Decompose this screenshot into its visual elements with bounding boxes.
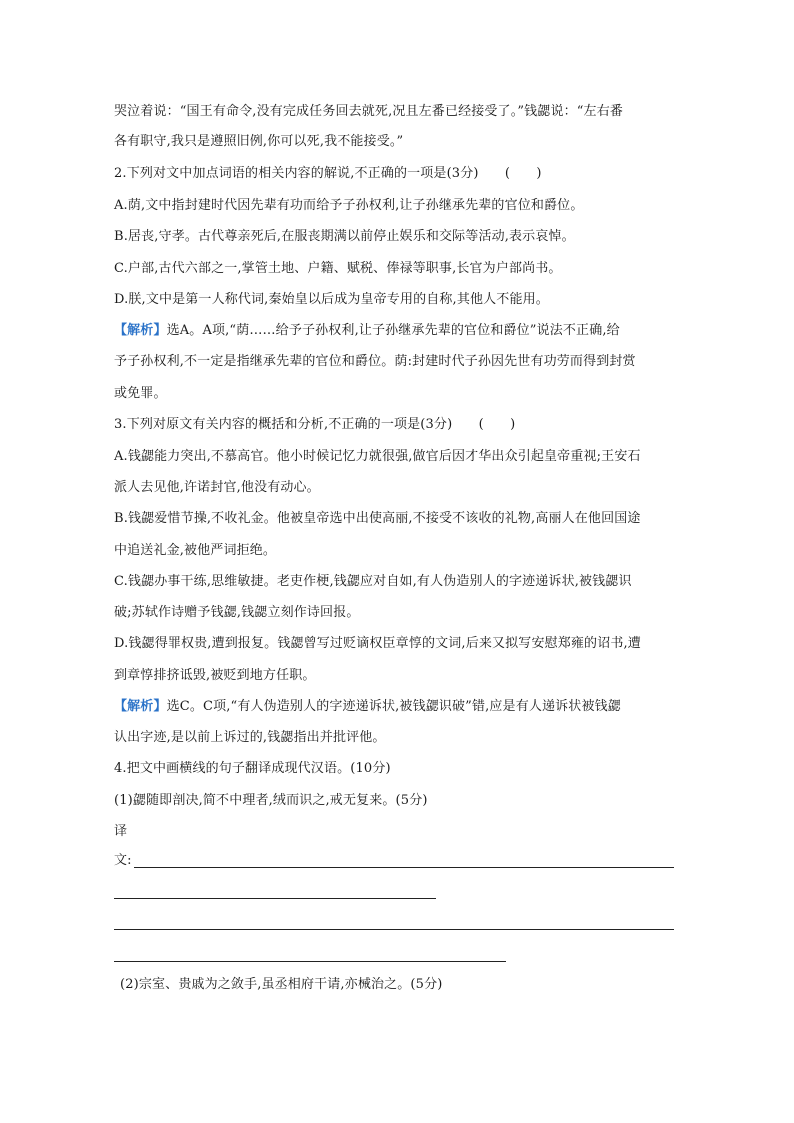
- translation-label-top: 译: [114, 824, 128, 839]
- option-c: C.户部,古代六部之一,掌管土地、户籍、赋税、俸禄等职事,长官为户部尚书。: [114, 261, 562, 276]
- answer-line[interactable]: [134, 867, 674, 868]
- text-line: 中追送礼金,被他严词拒绝。: [114, 543, 277, 558]
- question-2-stem: 2.下列对文中加点词语的相关内容的解说,不正确的一项是(3分) ( ): [114, 166, 542, 181]
- option-c: C.钱勰办事干练,思维敏捷。老吏作梗,钱勰应对自如,有人伪造别人的字迹递诉状,被钱勰识: [114, 574, 632, 589]
- text-line: 或免罪。: [114, 386, 167, 401]
- analysis-text: 选C。C项,“有人伪造别人的字迹递诉状,被钱勰识破”错,应是有人递诉状被钱勰: [166, 699, 621, 714]
- answer-line[interactable]: [114, 929, 674, 930]
- option-d: D.朕,文中是第一人称代词,秦始皇以后成为皇帝专用的自称,其他人不能用。: [114, 292, 549, 307]
- text-line: 派人去见他,许诺封官,他没有动心。: [114, 480, 320, 495]
- question-4-stem: 4.把文中画横线的句子翻译成现代汉语。(10分): [114, 761, 391, 776]
- analysis-text: 选A。A项,“荫……给予子孙权利,让子孙继承先辈的官位和爵位”说法不正确,给: [166, 323, 620, 338]
- analysis-2-line: [114, 322, 620, 340]
- translation-label-bottom: 文:: [114, 853, 132, 868]
- analysis-tag: 【解析】: [114, 323, 167, 338]
- option-b: B.钱勰爱惜节操,不收礼金。他被皇帝选中出使高丽,不接受不该收的礼物,高丽人在他回国途: [114, 511, 641, 526]
- text-line: 认出字迹,是以前上诉过的,钱勰指出并批评他。: [114, 730, 386, 745]
- text-line: 到章惇排挤诋毁,被贬到地方任职。: [114, 668, 316, 683]
- option-b: B.居丧,守孝。古代尊亲死后,在服丧期满以前停止娱乐和交际等活动,表示哀悼。: [114, 229, 575, 244]
- text-line: 破;苏轼作诗赠予钱勰,钱勰立刻作诗回报。: [114, 605, 360, 620]
- option-a: A.荫,文中指封建时代因先辈有功而给予子孙权利,让子孙继承先辈的官位和爵位。: [114, 198, 584, 213]
- answer-line[interactable]: [114, 961, 506, 962]
- sub-question-2: (2)宗室、贵戚为之敛手,虽丞相府干请,亦械治之。(5分): [120, 977, 443, 992]
- text-line: 各有职守,我只是遵照旧例,你可以死,我不能接受。”: [114, 134, 404, 149]
- question-3-stem: 3.下列对原文有关内容的概括和分析,不正确的一项是(3分) ( ): [114, 417, 516, 432]
- text-line: 哭泣着说：“国王有命令,没有完成任务回去就死,况且左番已经接受了。”钱勰说：“左右番: [114, 104, 624, 119]
- sub-question-1: (1)勰随即剖决,简不中理者,绒而识之,戒无复来。(5分): [114, 793, 428, 808]
- option-a: A.钱勰能力突出,不慕高官。他小时候记忆力就很强,做官后因才华出众引起皇帝重视;王安石: [114, 449, 641, 464]
- text-line: 予子孙权利,不一定是指继承先辈的官位和爵位。荫:封建时代子孙因先世有功劳而得到封赏: [114, 354, 636, 369]
- answer-line[interactable]: [114, 898, 436, 899]
- analysis-3-line: [114, 698, 621, 716]
- analysis-tag: 【解析】: [114, 699, 167, 714]
- option-d: D.钱勰得罪权贵,遭到报复。钱勰曾写过贬谪权臣章惇的文词,后来又拟写安慰郑雍的诏书,遭: [114, 636, 641, 651]
